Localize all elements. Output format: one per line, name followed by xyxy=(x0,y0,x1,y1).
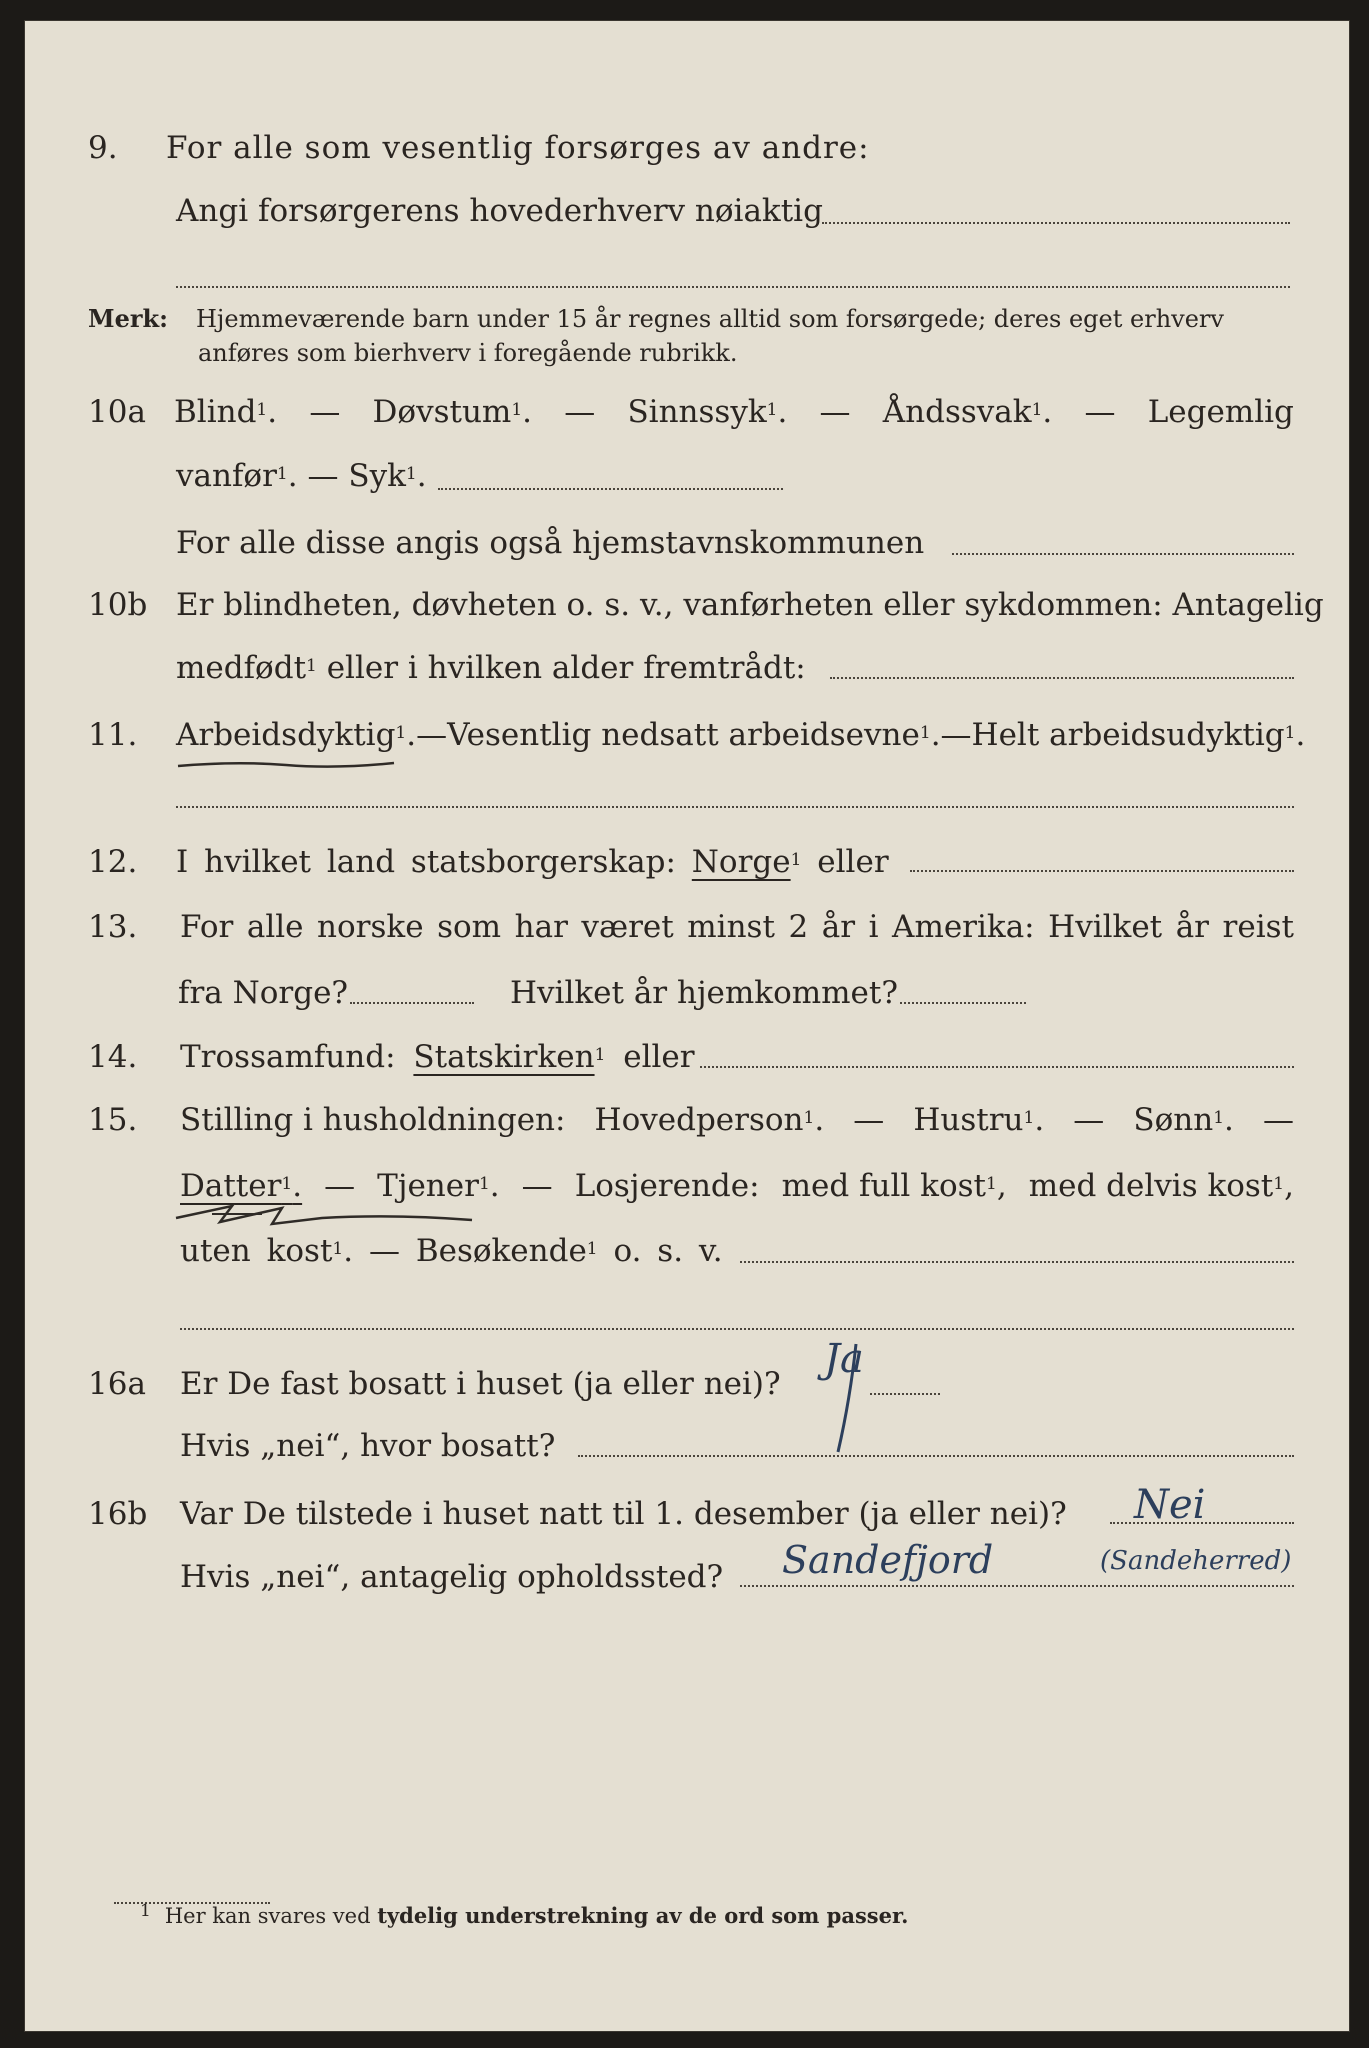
handwritten-answer-sandefjord: Sandefjord xyxy=(782,1538,994,1582)
q9-line2: Angi forsørgerens hovederhverv nøiaktig xyxy=(176,193,823,229)
option-andssvak: Åndssvak$^1$. xyxy=(882,394,1053,430)
q11-line1: Arbeidsdyktig$^1$. — Vesentlig nedsatt arbeidsevne$^1$. — Helt arbeidsudyktig$^1$. xyxy=(176,717,1306,753)
q10a-line1: Blind$^1$. — Døvstum$^1$. — Sinnssyk$^1$. — Åndssvak$^1$. — Legemlig xyxy=(174,394,1294,430)
q10a-kommune-field[interactable] xyxy=(952,553,1294,555)
q10a-syk-field[interactable] xyxy=(438,488,783,490)
q16a-line1: Er De fast bosatt i huset (ja eller nei)? xyxy=(180,1366,781,1402)
q13-number: 13. xyxy=(88,909,138,945)
q16a-answer-field[interactable] xyxy=(870,1393,940,1395)
q9-answer-field[interactable] xyxy=(822,222,1290,224)
q16a-number: 16a xyxy=(88,1366,146,1402)
q12-answer-field[interactable] xyxy=(910,870,1294,872)
q15-answer-field[interactable] xyxy=(740,1261,1294,1263)
q13-hjemkommet-label: Hvilket år hjemkommet? xyxy=(510,975,898,1011)
q12-line: I hvilket land statsborgerskap: Norge$^1$ eller xyxy=(176,844,889,880)
handwritten-answer-sandeherred: (Sandeherred) xyxy=(1100,1546,1292,1576)
q10b-answer-field[interactable] xyxy=(830,677,1294,679)
q16a-line2: Hvis „nei“, hvor bosatt? xyxy=(180,1428,556,1464)
q10b-number: 10b xyxy=(88,587,148,623)
q15-line1: Stilling i husholdningen: Hovedperson$^1$. — Hustru$^1$. — Sønn$^1$. — xyxy=(180,1102,1294,1138)
option-blind: Blind$^1$. xyxy=(174,394,278,430)
merk-line2: anføres som bierhverv i foregående rubrikk. xyxy=(198,339,738,367)
q16a-bosatt-field[interactable] xyxy=(578,1455,1294,1457)
q15-line3: uten kost$^1$. — Besøkende$^1$ o. s. v. xyxy=(180,1233,723,1269)
option-datter: Datter$^1$. xyxy=(180,1168,303,1204)
option-arbeidsdyktig: Arbeidsdyktig$^1$. xyxy=(176,717,417,753)
q15-number: 15. xyxy=(88,1102,138,1138)
q15-answer-field-2[interactable] xyxy=(180,1328,1294,1330)
q14-answer-field[interactable] xyxy=(700,1066,1294,1068)
option-norge: Norge xyxy=(691,844,791,880)
q10a-line3: For alle disse angis også hjemstavnskommunen xyxy=(176,525,925,561)
q13-hjemkommet-field[interactable] xyxy=(900,1002,1026,1004)
q13-reist-label: fra Norge? xyxy=(178,975,349,1011)
q16b-opholdssted-field[interactable] xyxy=(740,1585,1294,1587)
q13-reist-field[interactable] xyxy=(350,1002,474,1004)
merk-label: Merk: xyxy=(88,304,168,333)
q16b-line1: Var De tilstede i huset natt til 1. desember (ja eller nei)? xyxy=(180,1496,1067,1532)
option-nedsatt: Vesentlig nedsatt arbeidsevne$^1$. xyxy=(447,717,941,753)
option-udyktig: Helt arbeidsudyktig$^1$. xyxy=(971,717,1306,753)
q16b-number: 16b xyxy=(88,1496,148,1532)
q14-line: Trossamfund: Statskirken$^1$ eller xyxy=(180,1039,695,1075)
option-sinnssyk: Sinnssyk$^1$. xyxy=(627,394,788,430)
option-statskirken: Statskirken xyxy=(413,1039,595,1075)
q9-number: 9. xyxy=(88,130,118,166)
handwritten-underline-arbeidsdyktig xyxy=(176,755,396,775)
handwritten-answer-ja: Ja xyxy=(824,1336,864,1382)
footnote: $^1$ Her kan svares ved tydelig understrekning av de ord som passer. xyxy=(140,1901,909,1928)
handwritten-stroke-ja xyxy=(820,1340,870,1460)
q14-number: 14. xyxy=(88,1039,138,1075)
q10a-number: 10a xyxy=(88,394,146,430)
q10b-line1: Er blindheten, døvheten o. s. v., vanførheten eller sykdommen: Antagelig xyxy=(176,587,1324,623)
q10b-line2: medfødt$^1$ eller i hvilken alder fremtrådt: xyxy=(176,650,806,686)
q16b-line2: Hvis „nei“, antagelig opholdssted? xyxy=(180,1559,724,1595)
q9-answer-field-2[interactable] xyxy=(176,286,1290,288)
q9-line1: For alle som vesentlig forsørges av andre: xyxy=(166,130,870,166)
merk-line1: Hjemmeværende barn under 15 år regnes alltid som forsørgede; deres eget erhverv xyxy=(196,305,1224,333)
q15-line2: Datter$^1$. — Tjener$^1$. — Losjerende: med full kost$^1$, med delvis kost$^1$, xyxy=(180,1168,1294,1204)
option-legemlig: Legemlig xyxy=(1147,394,1294,430)
q12-number: 12. xyxy=(88,844,138,880)
q16b-answer-field[interactable] xyxy=(1110,1522,1294,1524)
option-vanfor: vanfør$^1$. xyxy=(176,458,298,494)
option-dovstum: Døvstum$^1$. xyxy=(372,394,532,430)
handwritten-answer-nei: Nei xyxy=(1134,1482,1206,1528)
q11-answer-field[interactable] xyxy=(176,806,1294,808)
q10a-line2: vanfør$^1$. — Syk$^1$. xyxy=(176,458,427,494)
q13-line1: For alle norske som har været minst 2 år i Amerika: Hvilket år reist xyxy=(180,909,1294,945)
q11-number: 11. xyxy=(88,717,138,753)
option-syk: Syk$^1$. xyxy=(348,458,427,494)
handwritten-scribble-datter xyxy=(172,1200,502,1230)
